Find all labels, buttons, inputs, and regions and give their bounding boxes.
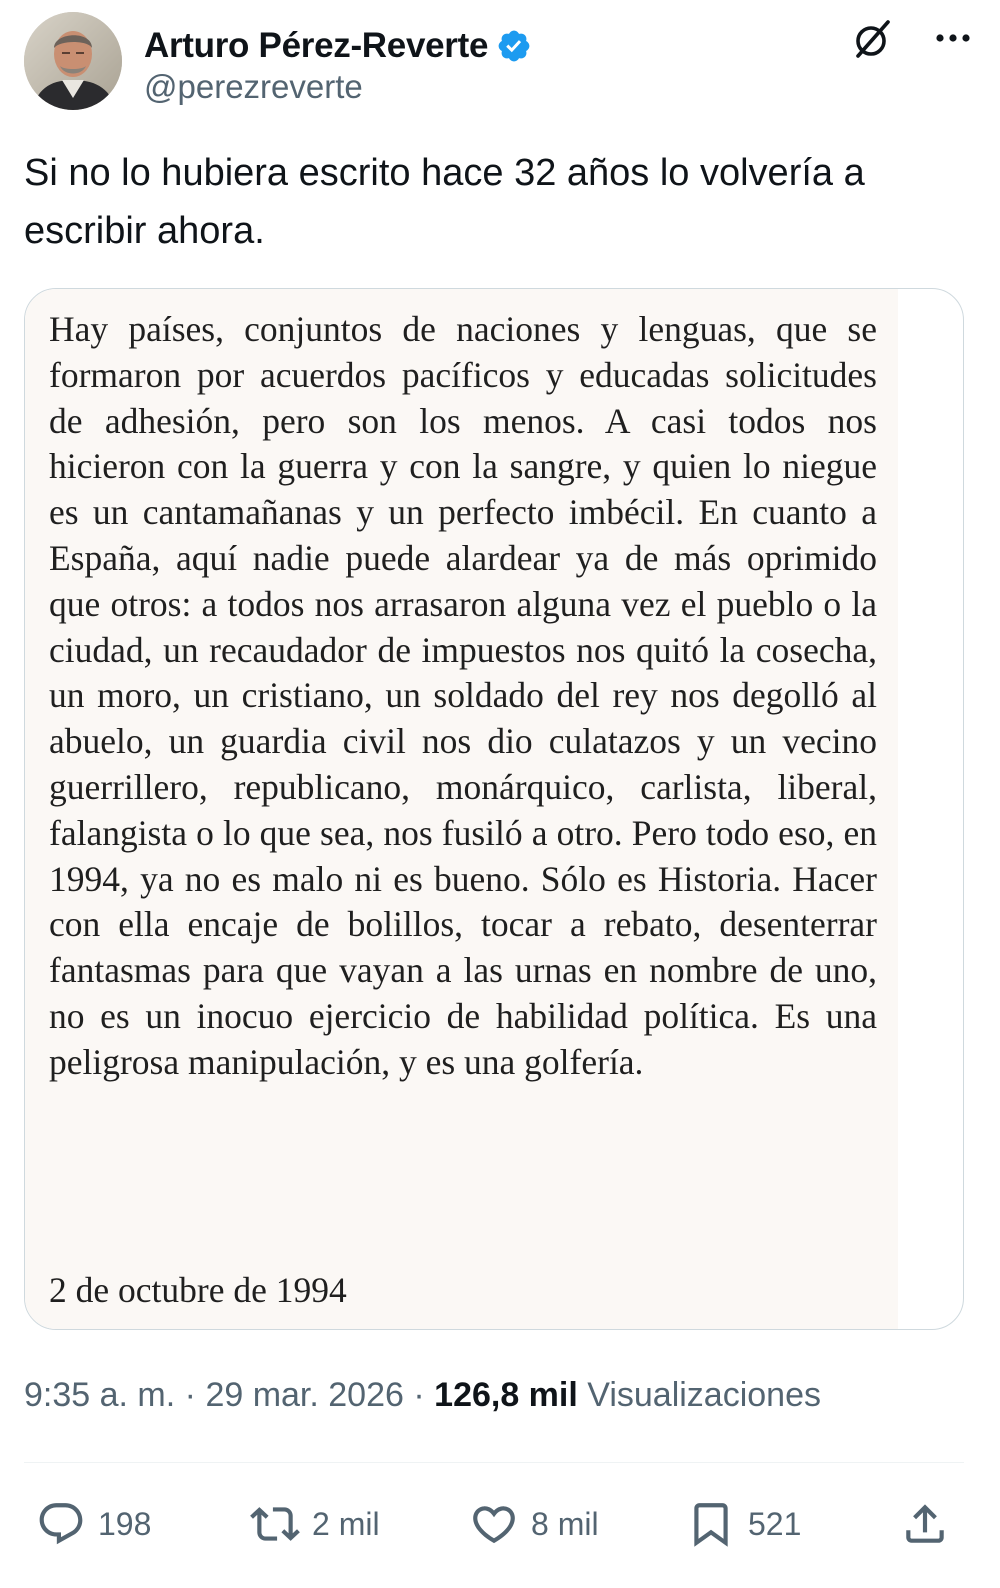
reply-icon	[36, 1499, 86, 1549]
avatar[interactable]	[24, 12, 122, 110]
heart-icon	[469, 1499, 519, 1549]
book-excerpt: Hay países, conjuntos de naciones y lenguas, que se formaron por acuerdos pacíficos y educadas solicitudes de adhesión, pero son los menos. A casi todos nos hicieron con la guerra y con la sangre, y quien lo niegue es un cantamañanas y un perfecto imbécil. En cuanto a España, aquí nadie puede alardear ya de más oprimido que otros: a todos nos arrasaron alguna vez el pueblo o la ciudad, un recaudador de impuestos nos quitó la cosecha, un moro, un cristiano, un soldado del rey nos degolló al abuelo, un guardia civil nos dio culatazos y un vecino guerrillero, republicano, monárquico, carlista, liberal, falangista o lo que sea, nos fusiló a otro. Pero todo eso, en 1994, ya no es malo ni es bueno. Sólo es Historia. Hacer con ella encaje de bolillos, tocar a rebato, desenterrar fantasmas para que vayan a las urnas en nombre de uno, no es un inocuo ejercicio de habilidad política. Es una peligrosa manipulación, y es una golfería.	[49, 309, 877, 1082]
tweet-metadata	[24, 1376, 821, 1415]
retweet-icon	[250, 1499, 300, 1549]
excerpt-date: 2 de octubre de 1994	[49, 1270, 347, 1310]
like-count: 8 mil	[531, 1505, 599, 1542]
handle[interactable]: @perezreverte	[144, 68, 363, 105]
reply-button[interactable]	[36, 1494, 151, 1554]
retweet-count: 2 mil	[312, 1505, 380, 1542]
views-label: Visualizaciones	[587, 1376, 821, 1414]
reply-count: 198	[98, 1505, 152, 1542]
share-button[interactable]	[900, 1494, 950, 1554]
divider	[24, 1462, 964, 1463]
tweet-time[interactable]: 9:35 a. m.	[24, 1376, 176, 1414]
views-count: 126,8 mil	[434, 1376, 578, 1414]
name-row	[144, 26, 532, 66]
book-page	[25, 289, 898, 1329]
verified-badge-icon	[496, 28, 532, 64]
meta-separator: ·	[413, 1376, 425, 1414]
retweet-button[interactable]	[250, 1494, 380, 1554]
grok-icon[interactable]	[850, 16, 896, 62]
more-icon[interactable]	[930, 20, 976, 56]
media-image[interactable]	[24, 288, 964, 1330]
bookmark-button[interactable]	[686, 1494, 801, 1554]
bookmark-icon	[686, 1499, 736, 1549]
tweet-text: Si no lo hubiera escrito hace 32 años lo volvería a escribir ahora.	[24, 152, 865, 252]
avatar-photo	[24, 12, 122, 110]
display-name[interactable]: Arturo Pérez-Reverte	[144, 26, 489, 65]
tweet-date[interactable]: 29 mar. 2026	[205, 1376, 404, 1414]
bookmark-count: 521	[748, 1505, 802, 1542]
action-bar	[24, 1494, 964, 1554]
meta-separator: ·	[184, 1376, 196, 1414]
like-button[interactable]	[469, 1494, 599, 1554]
tweet-header	[24, 12, 976, 112]
share-icon	[900, 1499, 950, 1549]
